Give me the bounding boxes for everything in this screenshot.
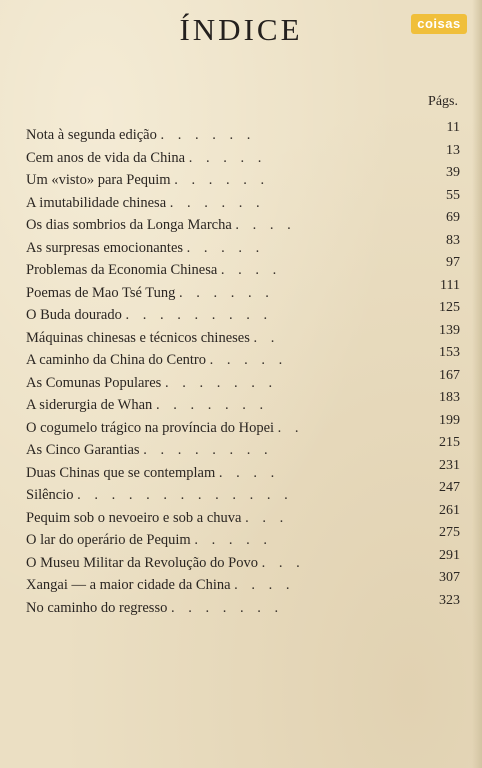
toc-entry-leader-dots: . . . . . .: [179, 284, 274, 301]
toc-entry-title: [26, 507, 288, 530]
toc-entry: [26, 480, 460, 507]
toc-entry-page-number: 199: [439, 412, 460, 428]
toc-entry-title: [26, 124, 255, 147]
toc-entry: [26, 570, 460, 597]
toc-entry: [26, 390, 460, 417]
toc-entry: [26, 255, 460, 282]
toc-entry-page-number: 69: [446, 210, 460, 225]
toc-entry-label: O Museu Militar da Revolução do Povo: [26, 554, 258, 571]
toc-entry: [26, 345, 460, 372]
watermark-logo: coisas: [411, 14, 467, 34]
toc-entry: [26, 277, 460, 305]
toc-entry-leader-dots: . . . . .: [194, 532, 272, 548]
toc-entry-title: [26, 394, 268, 417]
toc-entry-title: [26, 259, 281, 282]
toc-entry-label: Xangai — a maior cidade da China: [26, 577, 231, 593]
toc-entry: [26, 547, 460, 575]
toc-entry-title: [26, 169, 269, 192]
toc-entry-leader-dots: . . . . . .: [169, 194, 265, 211]
toc-entry-leader-dots: . . . . . .: [160, 127, 256, 143]
toc-entry: [26, 300, 460, 327]
toc-entry-label: Máquinas chinesas e técnicos chineses: [26, 329, 250, 346]
toc-entry-leader-dots: . . . .: [234, 577, 295, 593]
toc-entry-page-number: 13: [446, 142, 460, 158]
toc-entry-title: [26, 529, 272, 552]
toc-entry-page-number: 11: [446, 120, 460, 135]
toc-entry-label: Um «visto» para Pequim: [26, 172, 171, 188]
toc-entry: [26, 435, 460, 462]
toc-entry-title: [26, 237, 264, 260]
toc-entry-label: Poemas de Mao Tsé Tung: [26, 284, 176, 301]
toc-entry-title: [26, 282, 274, 305]
toc-entry-page-number: 153: [439, 345, 460, 360]
toc-entry-label: A caminho da China do Centro: [26, 352, 207, 368]
toc-entry-title: [26, 439, 273, 462]
toc-entry-label: As Comunas Populares: [26, 374, 162, 391]
toc-entry-label: Duas Chinas que se contemplam: [26, 464, 216, 481]
toc-entry-title: [26, 192, 265, 215]
toc-entry: [26, 457, 460, 485]
toc-entry-page-number: 167: [439, 367, 460, 383]
toc-entry: [26, 120, 460, 147]
toc-entry: [26, 367, 460, 395]
toc-entry: [26, 142, 460, 170]
toc-entry-page-number: 97: [446, 255, 460, 270]
toc-entry-leader-dots: . . . .: [218, 464, 280, 481]
toc-entry-leader-dots: . . . . . . .: [170, 599, 284, 616]
toc-entry-label: Silêncio: [26, 487, 74, 503]
page-title: ÍNDICE: [179, 12, 303, 47]
pages-column-label: Págs.: [428, 94, 458, 109]
toc-entry-leader-dots: . . . . .: [186, 239, 265, 256]
toc-entry-page-number: 307: [439, 570, 460, 585]
page-edge-shadow: [472, 0, 482, 768]
toc-entry-leader-dots: . . . . . . . . .: [125, 307, 273, 323]
toc-entry-page-number: 55: [446, 187, 460, 203]
toc-entry-label: As Cinco Garantias: [26, 442, 140, 458]
toc-entry-label: No caminho do regresso: [26, 599, 168, 616]
toc-entry-title: [26, 417, 304, 440]
toc-entry: [26, 232, 460, 260]
toc-entry-title: [26, 462, 279, 485]
toc-entry: [26, 210, 460, 237]
toc-entry-page-number: 275: [439, 525, 460, 540]
toc-entry: [26, 525, 460, 552]
toc-entry-title: [26, 349, 287, 372]
toc-entry: [26, 502, 460, 530]
toc-entry-leader-dots: . . . . . . .: [164, 374, 278, 391]
toc-entry-label: Os dias sombrios da Longa Marcha: [26, 217, 232, 233]
toc-entry-page-number: 215: [439, 435, 460, 450]
toc-entry-label: O lar do operário de Pequim: [26, 532, 191, 548]
toc-entry: [26, 592, 460, 620]
toc-entry-page-number: 139: [439, 322, 460, 338]
toc-entry-title: [26, 214, 296, 237]
toc-entry-page-number: 291: [439, 547, 460, 563]
toc-entry-page-number: 323: [439, 592, 460, 608]
toc-entry-label: Problemas da Economia Chinesa: [26, 262, 218, 278]
toc-entry-title: [26, 574, 295, 597]
toc-entry-title: [26, 484, 293, 507]
toc-entry-label: Nota à segunda edição: [26, 127, 157, 143]
toc-entry-page-number: 183: [439, 390, 460, 405]
toc-entry-title: [26, 304, 272, 327]
toc-entry-page-number: 247: [439, 480, 460, 495]
toc-entry-leader-dots: . . . . .: [188, 149, 267, 166]
toc-entry-label: O Buda dourado: [26, 307, 122, 323]
toc-entry-leader-dots: . .: [253, 329, 280, 346]
toc-entry-leader-dots: . . . . . .: [174, 172, 270, 188]
toc-entry-leader-dots: . . . . . . .: [155, 397, 269, 413]
toc-entry-leader-dots: . . .: [261, 554, 305, 571]
toc-entry-leader-dots: . . . . . . . . . . . . .: [77, 487, 293, 503]
toc-entry-label: A siderurgia de Whan: [26, 397, 153, 413]
toc-entry-title: [26, 327, 279, 350]
toc-entry-label: As surpresas emocionantes: [26, 239, 184, 256]
toc-entry-label: Cem anos de vida da China: [26, 149, 186, 166]
toc-entry-label: O cogumelo trágico na província do Hopei: [26, 419, 275, 436]
toc-entry-title: [26, 147, 266, 170]
toc-entry-page-number: 125: [439, 300, 460, 315]
table-of-contents: [26, 120, 460, 619]
toc-entry-title: [26, 372, 277, 395]
toc-entry-label: Pequim sob o nevoeiro e sob a chuva: [26, 509, 242, 526]
toc-entry-title: [26, 552, 305, 575]
toc-entry-page-number: 83: [446, 232, 460, 248]
toc-entry-leader-dots: . . . . .: [209, 352, 288, 368]
toc-entry-label: A imutabilidade chinesa: [26, 194, 167, 211]
toc-entry-page-number: 261: [439, 502, 460, 518]
toc-entry: [26, 322, 460, 350]
toc-entry-title: [26, 597, 283, 620]
toc-entry-leader-dots: . . . .: [220, 262, 282, 278]
toc-entry: [26, 412, 460, 440]
toc-entry-leader-dots: . .: [277, 419, 304, 436]
toc-entry-page-number: 231: [439, 457, 460, 473]
toc-entry: [26, 165, 460, 192]
toc-entry-leader-dots: . . . . . . . .: [143, 442, 273, 458]
toc-entry-page-number: 111: [440, 277, 460, 293]
toc-entry-page-number: 39: [446, 165, 460, 180]
toc-entry: [26, 187, 460, 215]
toc-entry-leader-dots: . . . .: [235, 217, 296, 233]
toc-entry-leader-dots: . . .: [245, 509, 289, 526]
